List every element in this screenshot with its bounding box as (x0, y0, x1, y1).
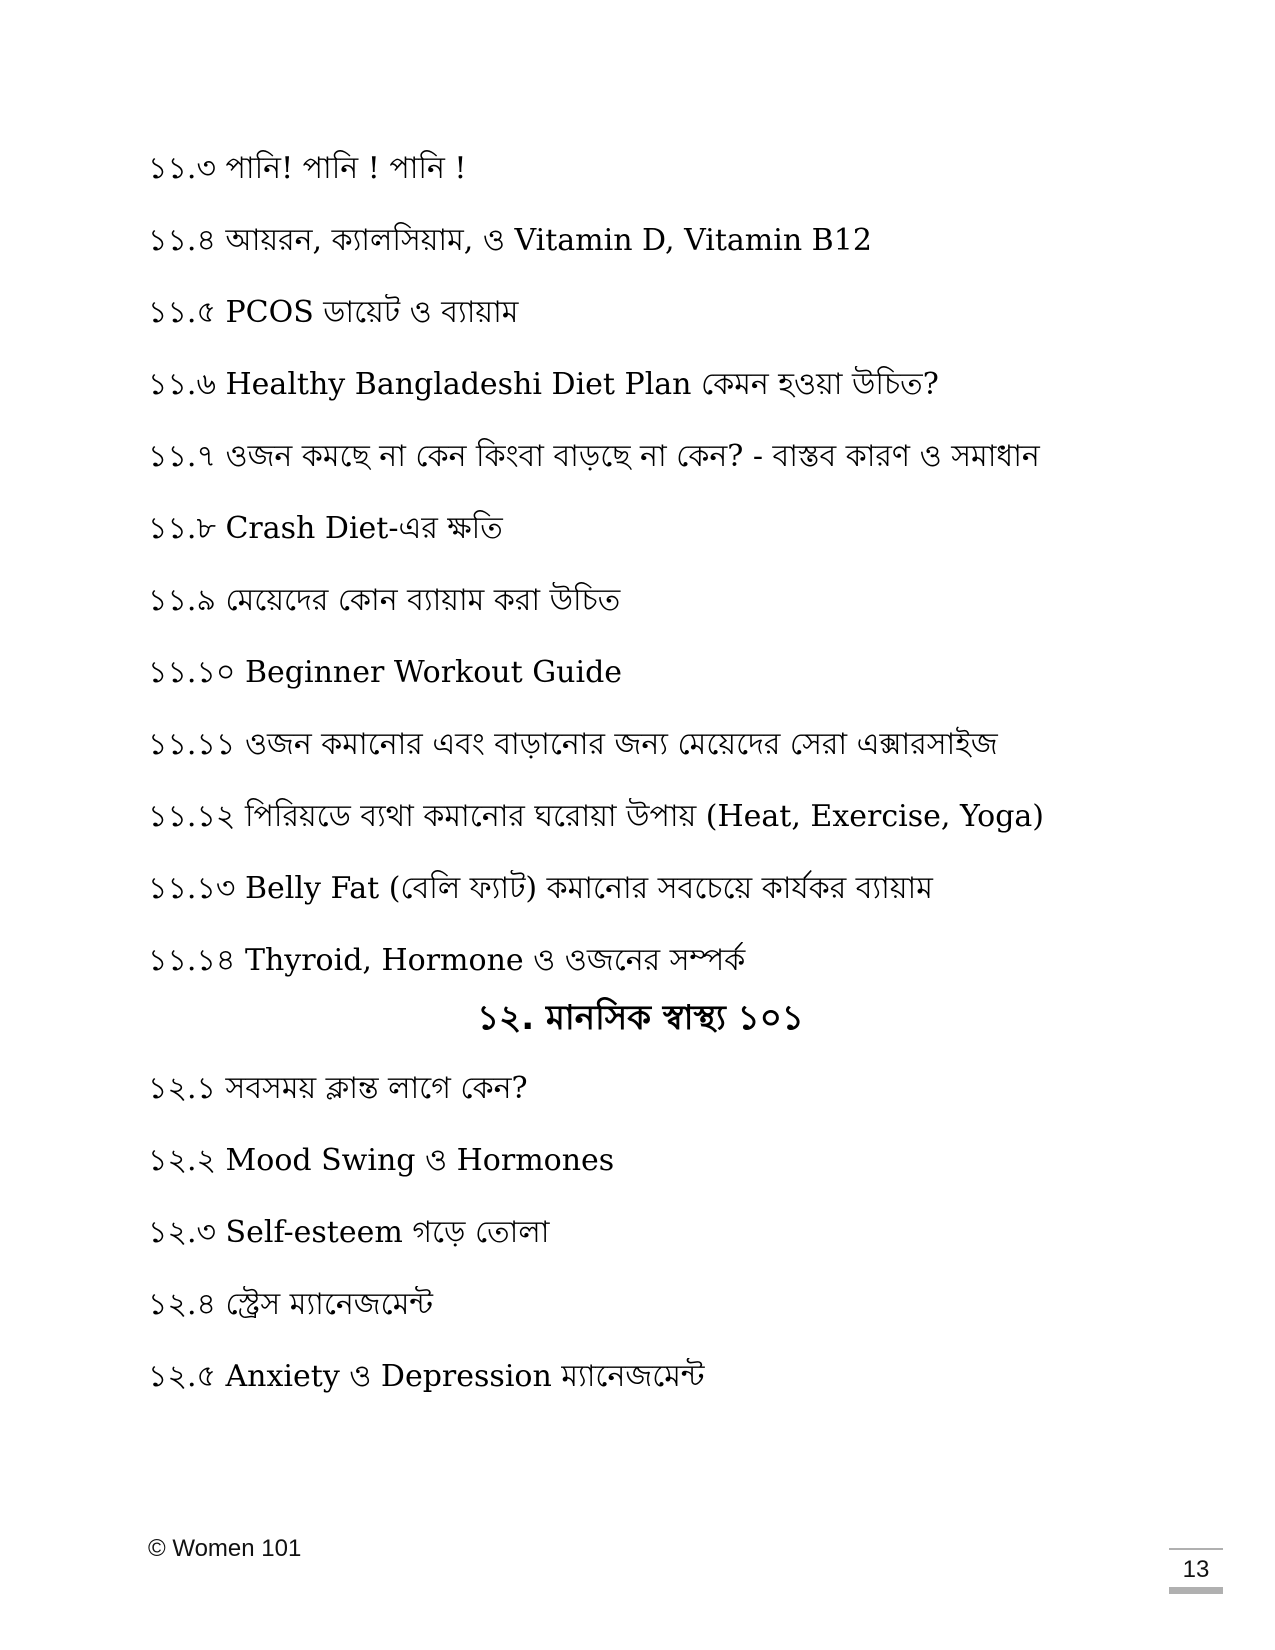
toc-item-11-11: ১১.১১ ওজন কমানোর এবং বাড়ানোর জন্য মেয়েদের সেরা এক্সারসাইজ (148, 727, 998, 762)
toc-item-12-2: ১২.২ Mood Swing ও Hormones (148, 1143, 615, 1178)
toc-item-11-3: ১১.৩ পানি! পানি ! পানি ! (148, 151, 467, 186)
toc-item-11-13: ১১.১৩ Belly Fat (বেলি ফ্যাট) কমানোর সবচেয়ে কার্যকর ব্যায়াম (148, 871, 933, 906)
toc-item-11-10: ১১.১০ Beginner Workout Guide (148, 655, 623, 690)
toc-item-11-6: ১১.৬ Healthy Bangladeshi Diet Plan কেমন হওয়া উচিত? (148, 367, 939, 402)
toc-item-11-8: ১১.৮ Crash Diet-এর ক্ষতি (148, 511, 503, 546)
toc-item-12-3: ১২.৩ Self-esteem গড়ে তোলা (148, 1215, 550, 1250)
toc-item-11-7: ১১.৭ ওজন কমছে না কেন কিংবা বাড়ছে না কেন? - বাস্তব কারণ ও সমাধান (148, 439, 1040, 474)
toc-item-12-1: ১২.১ সবসময় ক্লান্ত লাগে কেন? (148, 1071, 528, 1106)
page-number: 13 (1169, 1548, 1223, 1594)
section-heading-12: ১২. মানসিক স্বাস্থ্য ১০১ (477, 998, 804, 1038)
toc-item-12-4: ১২.৪ স্ট্রেস ম্যানেজমেন্ট (148, 1287, 433, 1322)
toc-item-11-14: ১১.১৪ Thyroid, Hormone ও ওজনের সম্পর্ক (148, 943, 746, 978)
table-of-contents (148, 150, 1148, 1430)
toc-item-11-4: ১১.৪ আয়রন, ক্যালসিয়াম, ও Vitamin D, Vitamin B12 (148, 223, 872, 258)
toc-item-12-5: ১২.৫ Anxiety ও Depression ম্যানেজমেন্ট (148, 1359, 705, 1394)
footer-copyright: © Women 101 (148, 1535, 302, 1562)
toc-item-11-12: ১১.১২ পিরিয়ডে ব্যথা কমানোর ঘরোয়া উপায় (Heat, Exercise, Yoga) (148, 799, 1045, 834)
toc-item-11-5: ১১.৫ PCOS ডায়েট ও ব্যায়াম (148, 295, 519, 330)
toc-item-11-9: ১১.৯ মেয়েদের কোন ব্যায়াম করা উচিত (148, 583, 621, 618)
